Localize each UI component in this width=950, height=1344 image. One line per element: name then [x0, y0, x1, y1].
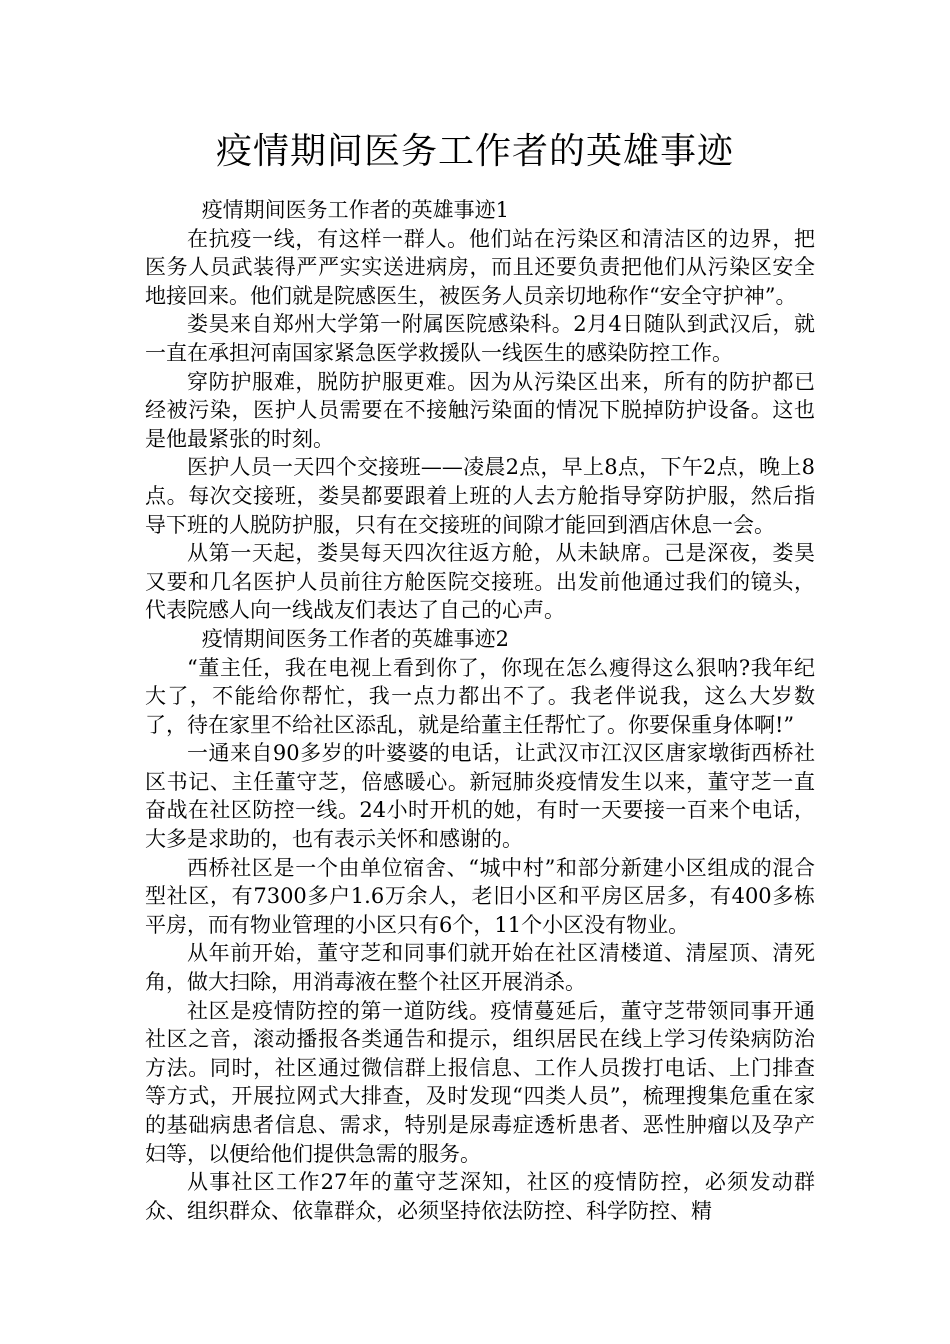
body-paragraph: 从事社区工作27年的董守芝深知，社区的疫情防控，必须发动群众、组织群众、依靠群众，必须坚持依法防控、科学防控、精	[145, 1170, 815, 1223]
body-paragraph: 从第一天起，娄昊每天四次往返方舱，从未缺席。己是深夜，娄昊又要和几名医护人员前往方舱医院交接班。出发前他通过我们的镜头，代表院感人向一线战友们表达了自己的心声。	[145, 541, 815, 623]
body-paragraph: “董主任，我在电视上看到你了，你现在怎么瘦得这么狠呐?我年纪大了，不能给你帮忙，我一点力都出不了。我老伴说我，这么大岁数了，待在家里不给社区添乱，就是给董主任帮忙了。你要保重身体啊!”	[145, 655, 815, 737]
body-paragraph: 在抗疫一线，有这样一群人。他们站在污染区和清洁区的边界，把医务人员武装得严严实实送进病房，而且还要负责把他们从污染区安全地接回来。他们就是院感医生，被医务人员亲切地称作“安全守护神”。	[145, 226, 815, 308]
body-paragraph: 社区是疫情防控的第一道防线。疫情蔓延后，董守芝带领同事开通社区之音，滚动播报各类通告和提示，组织居民在线上学习传染病防治方法。同时，社区通过微信群上报信息、工作人员拨打电话、上门排查等方式，开展拉网式大排查，及时发现“四类人员”，梳理搜集危重在家的基础病患者信息、需求，特别是尿毒症透析患者、恶性肿瘤以及孕产妇等，以便给他们提供急需的服务。	[145, 998, 815, 1166]
section-heading: 疫情期间医务工作者的英雄事迹1	[201, 198, 510, 222]
section-heading: 疫情期间医务工作者的英雄事迹2	[201, 626, 510, 651]
body-paragraph: 西桥社区是一个由单位宿舍、“城中村”和部分新建小区组成的混合型社区，有7300多户1.6万余人，老旧小区和平房区居多，有400多栋平房，而有物业管理的小区只有6个，11个小区没有物业。	[145, 855, 815, 937]
document-body	[145, 196, 815, 1225]
document-title: 疫情期间医务工作者的英雄事迹	[215, 131, 734, 172]
body-paragraph: 穿防护服难，脱防护服更难。因为从污染区出来，所有的防护都已经被污染，医护人员需要在不接触污染面的情况下脱掉防护设备。这也是他最紧张的时刻。	[145, 369, 815, 451]
body-paragraph: 从年前开始，董守芝和同事们就开始在社区清楼道、清屋顶、清死角，做大扫除，用消毒液在整个社区开展消杀。	[145, 941, 815, 995]
body-paragraph: 医护人员一天四个交接班——凌晨2点，早上8点，下午2点，晚上8点。每次交接班，娄昊都要跟着上班的人去方舱指导穿防护服，然后指导下班的人脱防护服，只有在交接班的间隙才能回到酒店休息一会。	[145, 455, 815, 537]
body-paragraph: 娄昊来自郑州大学第一附属医院感染科。2月4日随队到武汉后，就一直在承担河南国家紧急医学救援队一线医生的感染防控工作。	[145, 312, 815, 365]
body-paragraph: 一通来自90多岁的叶婆婆的电话，让武汉市江汉区唐家墩街西桥社区书记、主任董守芝，倍感暖心。新冠肺炎疫情发生以来，董守芝一直奋战在社区防控一线。24小时开机的她，有时一天要接一百来个电话，大多是求助的，也有表示关怀和感谢的。	[145, 741, 815, 852]
